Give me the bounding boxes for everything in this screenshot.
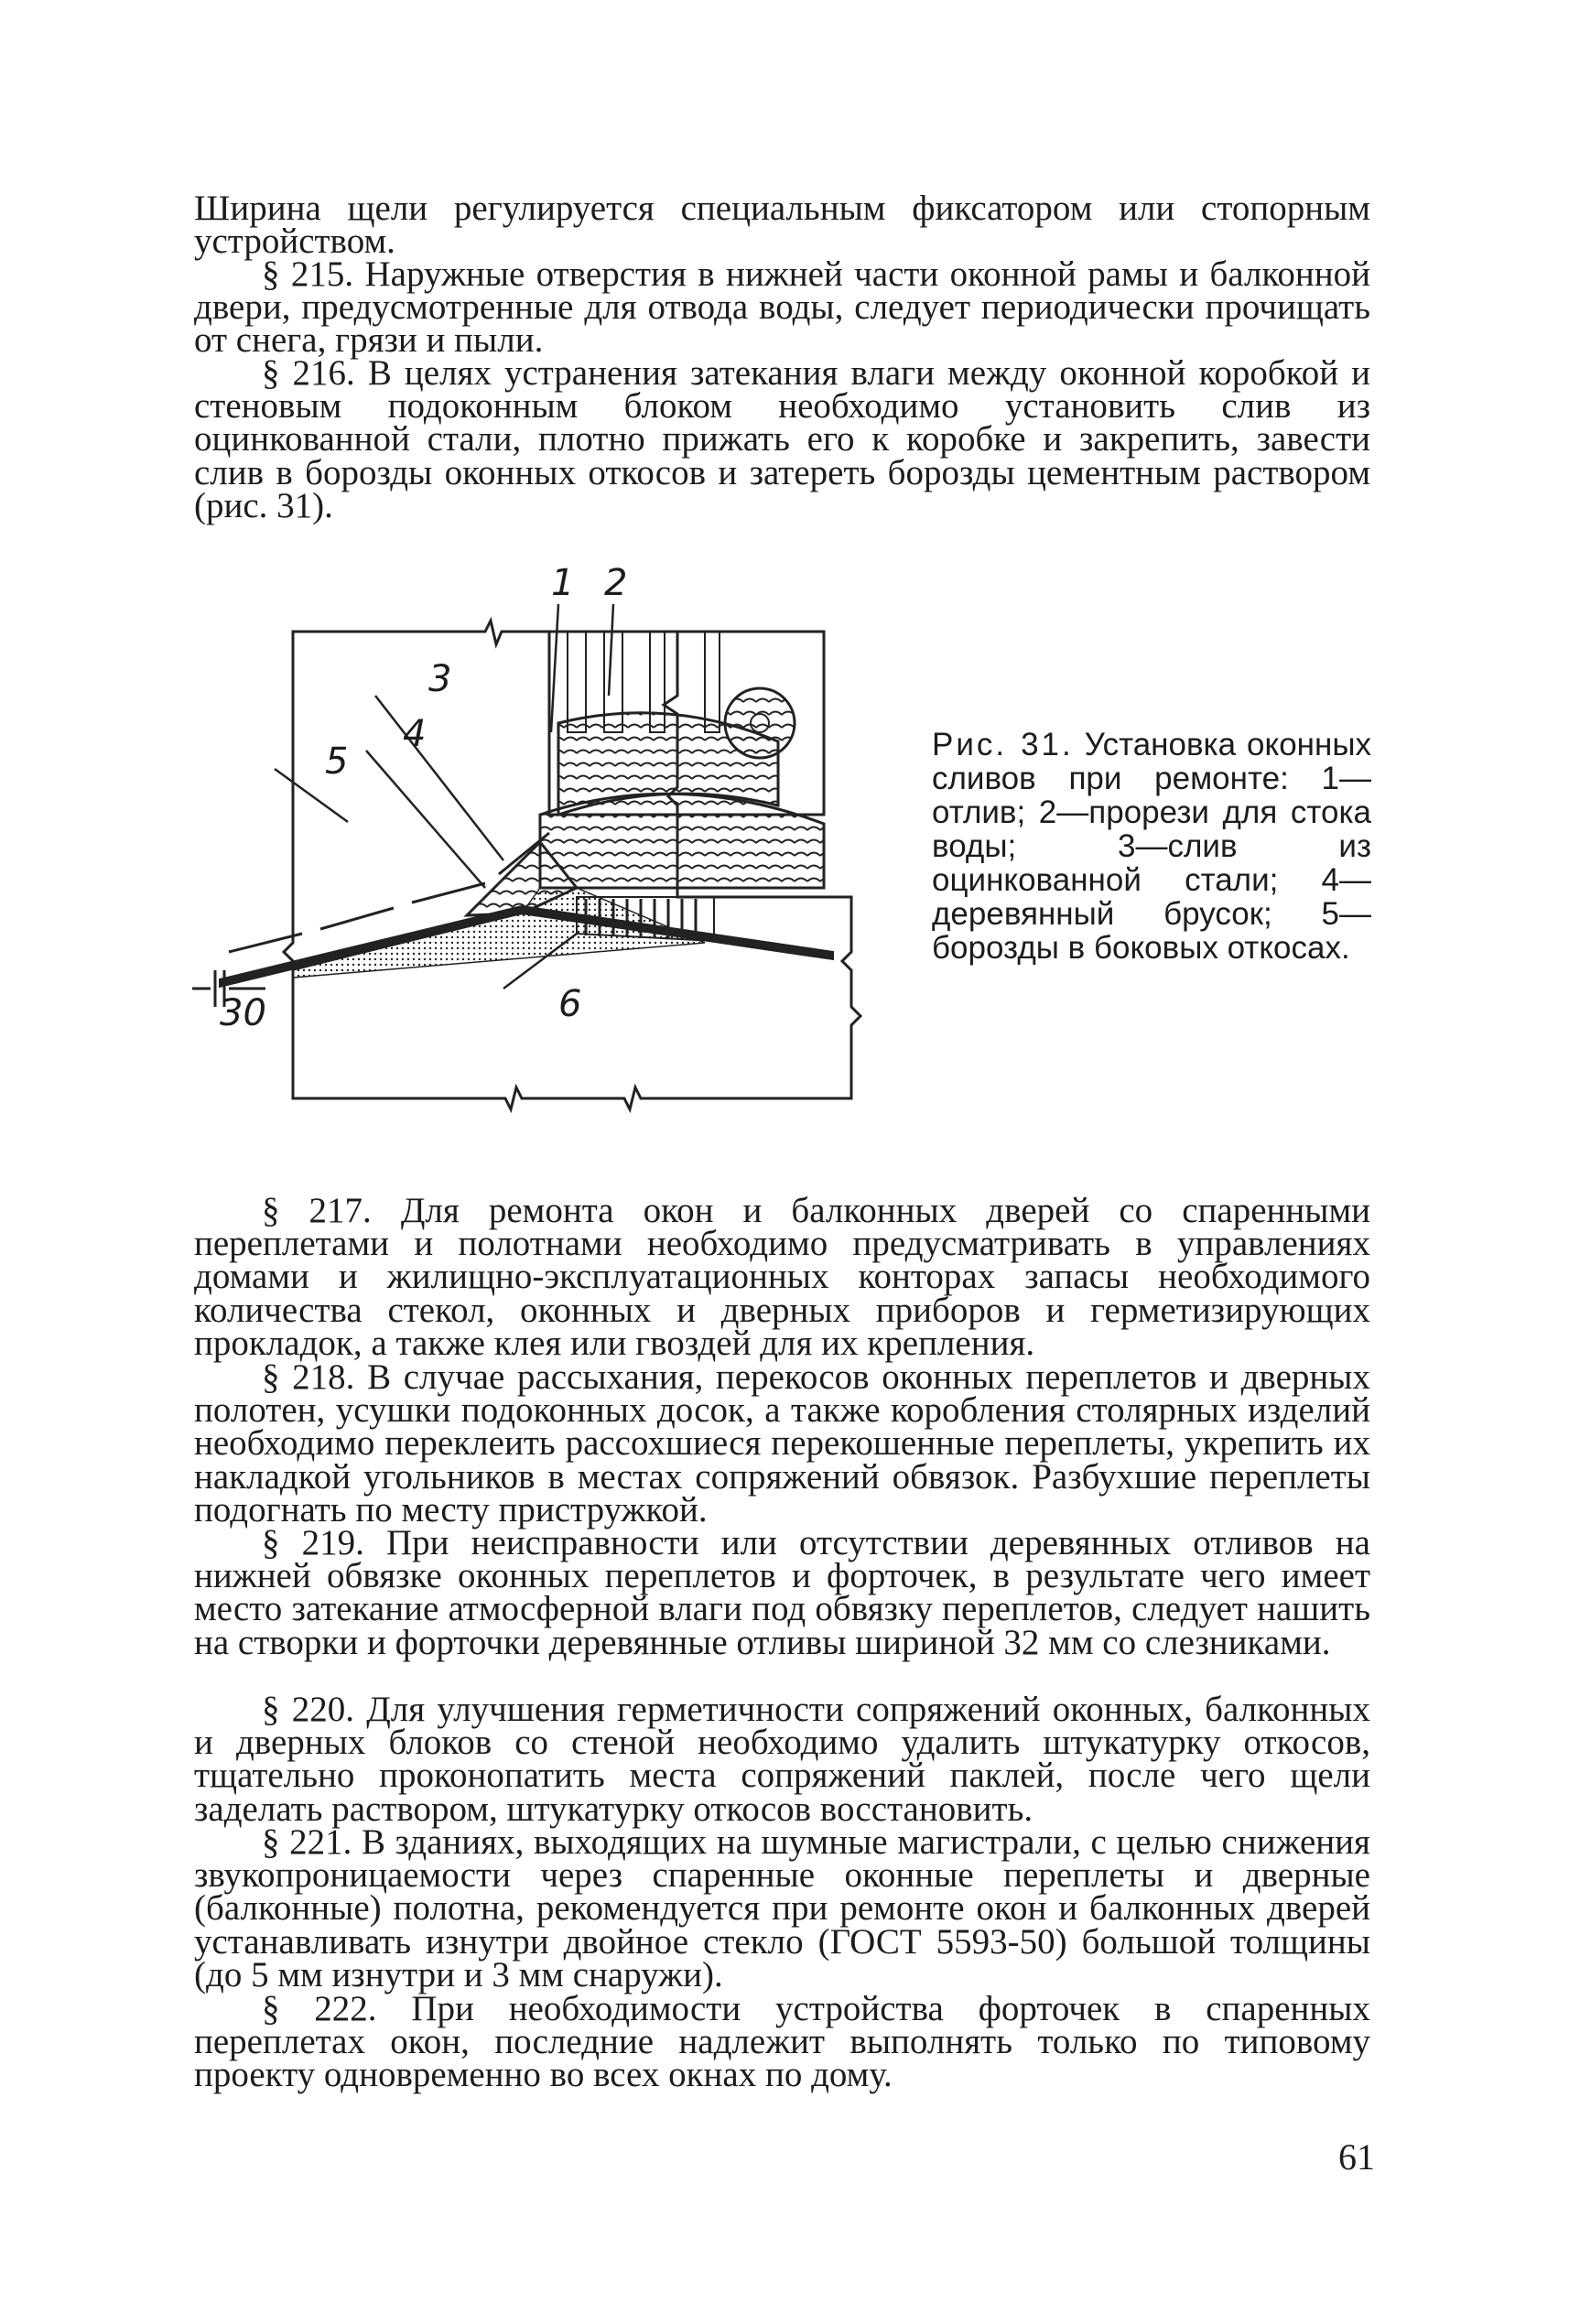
paragraph-220: § 220. Для улучшения герметичности сопряжений оконных, балконных и дверных блоков со стеной необходимо удалить штукатурку откосов, тщательно проконопатить места сопряжений паклей, после чего щели заделать раствором, штукатурку откосов восстановить. (194, 1690, 1370, 1829)
label-3: 3 (428, 658, 452, 700)
paragraph-218: § 218. В случае рассыхания, перекосов оконных переплетов и дверных полотен, усушки подоконных досок, а также коробления столярных изделий необходимо переклеить рассохшиеся перекошенные переплеты, укрепить их накладкой угольников в местах сопряжений обвязок. Разбухшие переплеты подогнать по месту пристружкой. (194, 1357, 1370, 1530)
paragraph-215: § 215. Наружные отверстия в нижней части оконной рамы и балконной двери, предусмотренные для отвода воды, следует периодически прочищать от снега, грязи и пыли. (194, 254, 1370, 361)
timber-round (725, 688, 795, 758)
label-2: 2 (604, 567, 628, 604)
label-5: 5 (325, 740, 349, 783)
page-number: 61 (1338, 2136, 1375, 2178)
paragraph-219: § 219. При неисправности или отсутствии деревянных отливов на нижней обвязке оконных переплетов и форточек, в результате чего имеет место затекание атмосферной влаги под обвязку переплетов, следует нашить на створки и форточки деревянные отливы шириной 32 мм со слезниками. (194, 1523, 1370, 1662)
caption-text: Установка оконных сливов при ремонте: 1—отлив; 2—прорези для стока воды; 3—слив из оцинкованной стали; 4—деревянный брусок; 5—борозды в боковых откосах. (932, 727, 1371, 966)
paragraph-222: § 222. При необходимости устройства форточек в спаренных переплетах окон, последние надлежит выполнять только по типовому проекту одновременно во всех окнах по дому. (194, 1989, 1370, 2095)
paragraph-217: § 217. Для ремонта окон и балконных дверей со спаренными переплетами и полотнами необходимо предусматривать в управлениях домами и жилищно-эксплуатационных конторах запасы необходимого количества стекол, оконных и дверных приборов и герметизирующих прокладок, а также клея или гвоздей для их крепления. (194, 1191, 1370, 1363)
figure-31-drawing (192, 567, 943, 1153)
paragraph-216: § 216. В целях устранения затекания влаги между оконной коробкой и стеновым подоконным блоком необходимо установить слив из оцинкованной стали, плотно прижать его к коробке и закрепить, завести слив в борозды оконных откосов и затереть борозды цементным раствором (рис. 31). (194, 353, 1370, 525)
dimension-label: 30 (220, 992, 266, 1034)
paragraph-221: § 221. В зданиях, выходящих на шумные магистрали, с целью снижения звукопроницаемости через спаренные оконные переплеты и дверные (балконные) полотна, рекомендуется при ремонте окон и балконных дверей устанавливать изнутри двойное стекло (ГОСТ 5593-50) большой толщины (до 5 мм изнутри и 3 мм снаружи). (194, 1822, 1370, 1994)
label-6: 6 (558, 983, 582, 1025)
lower-timber (540, 794, 824, 888)
label-1: 1 (551, 567, 575, 604)
figure-caption (932, 728, 1371, 965)
label-4: 4 (403, 713, 427, 755)
caption-lead: Рис. 31. (932, 727, 1074, 762)
paragraph-intro: Ширина щели регулируется специальным фиксатором или стопорным устройством. (194, 189, 1370, 262)
